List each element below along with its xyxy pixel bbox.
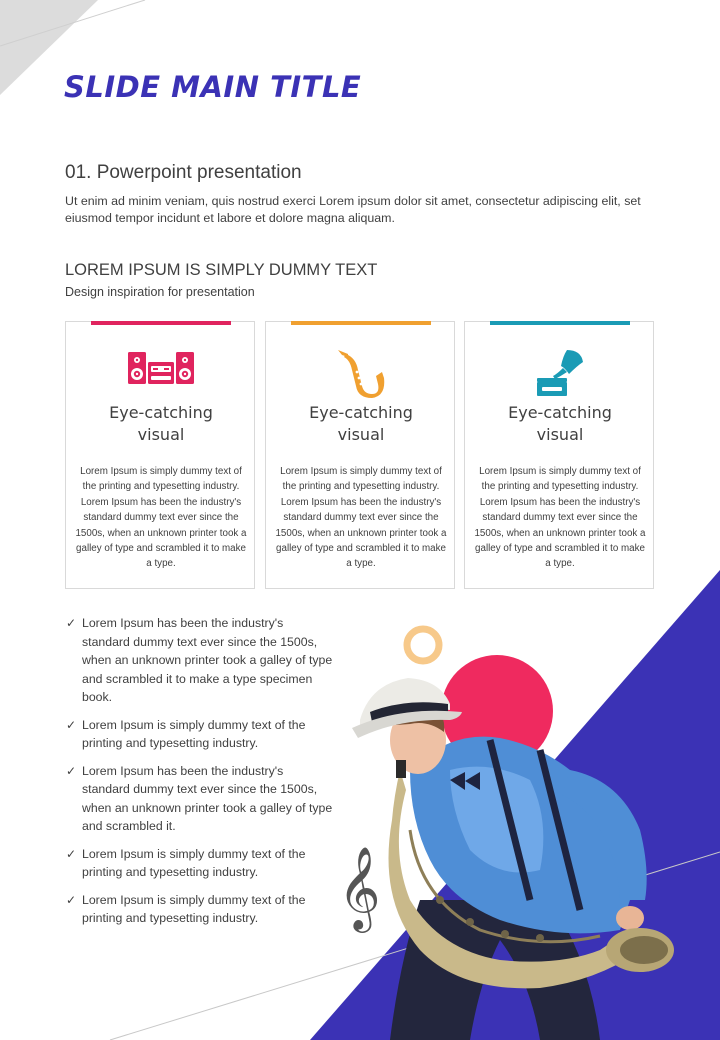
list-item: ✓ Lorem Ipsum is simply dummy text of the printing and typesetting industry. [66, 892, 306, 925]
checkmark-icon: ✓ [66, 616, 77, 630]
saxophone-player-photo [300, 600, 720, 1040]
gramophone-icon [527, 348, 593, 398]
card-title: Eye-catching visual [109, 403, 213, 444]
section-body-text: Ut enim ad minim veniam, quis nostrud exerci Lorem ipsum dolor sit amet, consectetur adipiscing elit, set eiusmod tempor incidunt et labore et dolore magna aliquam. [65, 194, 641, 225]
list-item: ✓ Lorem Ipsum has been the industry's standard dummy text ever since the 1500s, when an unknown printer took a galley of type and scrambled it. [66, 763, 333, 833]
feature-card-1 [65, 321, 255, 589]
saxophone-icon [328, 348, 394, 398]
checkmark-icon: ✓ [66, 892, 77, 907]
card-body-text: Lorem Ipsum is simply dummy text of the printing and typesetting industry. Lorem Ipsum has been the industry's standard dummy text ever since the 1500s, when an unknown printer took a galley of type and scrambled it to make a type. [275, 466, 447, 570]
card-body-text: Lorem Ipsum is simply dummy text of the printing and typesetting industry. Lorem Ipsum has been the industry's standard dummy text ever since the 1500s, when an unknown printer took a galley of type and scrambled it to make a type. [75, 466, 247, 570]
card-accent-bar [91, 321, 231, 325]
checkmark-icon: ✓ [66, 763, 77, 778]
checklist [64, 614, 334, 937]
treble-clef-icon: 𝄞 [338, 845, 381, 929]
list-item: ✓ Lorem Ipsum has been the industry's standard dummy text ever since the 1500s, when an unknown printer took a galley of type and scrambled it to make a type specimen book. [66, 616, 333, 704]
list-item: ✓ Lorem Ipsum is simply dummy text of the printing and typesetting industry. [66, 717, 306, 750]
feature-card-2 [265, 321, 455, 589]
subsection-heading: LOREM IPSUM IS SIMPLY DUMMY TEXT [65, 261, 378, 279]
card-title: Eye-catching visual [508, 403, 612, 444]
card-body-text: Lorem Ipsum is simply dummy text of the printing and typesetting industry. Lorem Ipsum has been the industry's standard dummy text ever since the 1500s, when an unknown printer took a galley of type and scrambled it to make a type. [474, 466, 646, 570]
subsection-subheading: Design inspiration for presentation [65, 285, 255, 299]
card-accent-bar [291, 321, 431, 325]
card-accent-bar [490, 321, 630, 325]
checkmark-icon: ✓ [66, 846, 77, 861]
stereo-speakers-icon [128, 348, 194, 398]
checkmark-icon: ✓ [66, 717, 77, 732]
list-item: ✓ Lorem Ipsum is simply dummy text of the printing and typesetting industry. [66, 846, 306, 879]
feature-card-3 [464, 321, 654, 589]
card-title: Eye-catching visual [309, 403, 413, 444]
section-heading: 01. Powerpoint presentation [65, 162, 302, 183]
slide-main-title: SLIDE MAIN TITLE [64, 70, 362, 104]
